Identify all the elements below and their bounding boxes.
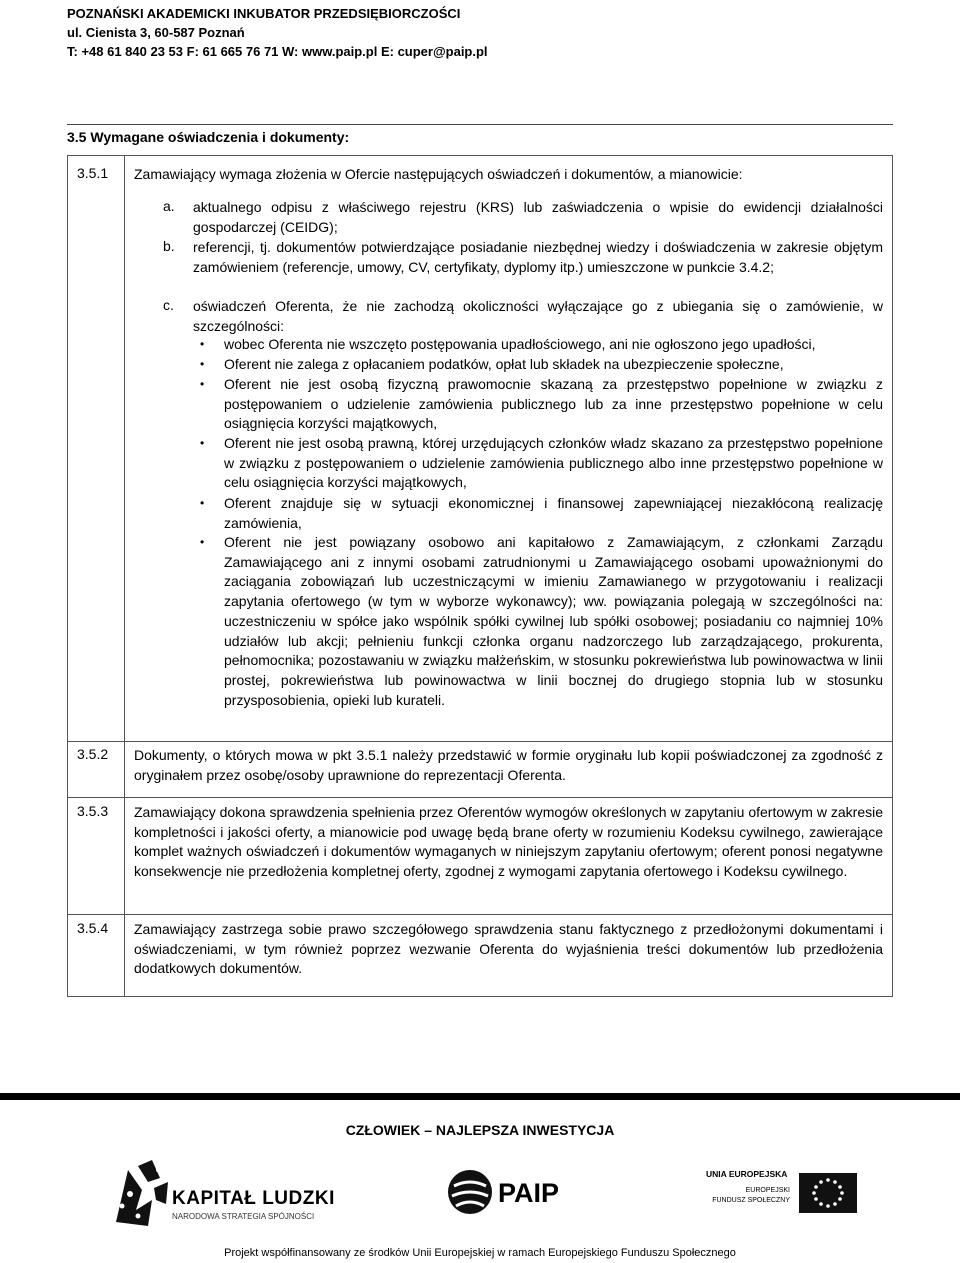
kl-title: KAPITAŁ LUDZKI xyxy=(172,1188,335,1209)
eu-line-3: FUNDUSZ SPOŁECZNY xyxy=(712,1197,790,1204)
bullet-marker: • xyxy=(200,535,205,549)
bullet-marker: • xyxy=(200,496,205,510)
kapital-ludzki-logo xyxy=(108,1160,335,1230)
clause-number: 3.5.4 xyxy=(77,920,109,936)
bullet-text: wobec Oferenta nie wszczęto postępowania upadłościowego, ani nie ogłoszono jego upadłości, xyxy=(224,336,816,352)
clause-number: 3.5.2 xyxy=(77,746,109,762)
bullet-text: Oferent znajduje się w sytuacji ekonomicznej i finansowej zapewniającej niezakłóconą realizację zamówienia, xyxy=(224,495,883,531)
bullet-marker: • xyxy=(200,436,205,450)
item-label-c: c. xyxy=(163,297,174,313)
item-text-a: aktualnego odpisu z właściwego rejestru (KRS) lub zaświadczenia o wpisie do ewidencji działalności gospodarczej (CEIDG); xyxy=(193,199,883,235)
org-address: ul. Cienista 3, 60-587 Poznań xyxy=(67,25,245,40)
bullet-marker: • xyxy=(200,357,205,371)
item-label-a: a. xyxy=(163,198,175,214)
clause-text: Dokumenty, o których mowa w pkt 3.5.1 należy przedstawić w formie oryginału lub kopii poświadczonej za zgodność z oryginałem przez osobę/osoby uprawnione do reprezentacji Oferenta. xyxy=(134,747,883,783)
item-label-b: b. xyxy=(163,238,175,254)
eu-line-2: EUROPEJSKI xyxy=(745,1187,790,1194)
footer-note: Projekt współfinansowany ze środków Unii Europejskiej w ramach Europejskiego Funduszu Społecznego xyxy=(224,1247,736,1259)
header-divider xyxy=(67,124,893,125)
eu-logo xyxy=(706,1165,858,1221)
org-contact: T: +48 61 840 23 53 F: 61 665 76 71 W: www.paip.pl E: cuper@paip.pl xyxy=(67,44,488,59)
bullet-text: Oferent nie jest osobą fizyczną prawomocnie skazaną za przestępstwo popełnione w związku z postępowaniem o udzielenie zamówienia publicznego lub za inne przestępstwo popełnione w celu osiągnięcia korzyści majątkowych, xyxy=(224,376,883,432)
table-row-divider xyxy=(67,741,893,742)
bullet-text: Oferent nie jest osobą prawną, której urzędujących członków władz skazano za przestępstwo popełnione w związku z postępowaniem o udzielenie zamówienia publicznego albo inne przestępstwo popełnione w celu osiągnięcia korzyści majątkowych, xyxy=(224,435,883,491)
bullet-text: Oferent nie jest powiązany osobowo ani kapitałowo z Zamawiającym, z członkami Zarządu Zamawiającego ani z innymi osobami zatrudnionymi u Zamawiającego osobami upoważnionymi do zaciągania zobowiązań lub uczestniczącymi w imieniu Zamawianego w przygotowaniu i realizacji zapytania ofertowego (w tym w wyborze wykonawcy); ww. powiązania polegają w szczególności na: uczestniczeniu w spółce jako wspólnik spółki cywilnej lub spółki osobowej; posiadaniu co najmniej 10% udziałów lub akcji; pełnieniu funkcji członka organu nadzorczego lub zarządzającego, prokurenta, pełnomocnika; pozostawaniu w związku małżeńskim, w stosunku pokrewieństwa lub powinowactwa w linii prostej, pokrewieństwa lub powinowactwa w linii bocznej do drugiego stopnia lub w stosunku przysposobienia, opieki lub kurateli. xyxy=(224,534,883,708)
bullet-marker: • xyxy=(200,377,205,391)
clause-text: Zamawiający zastrzega sobie prawo szczegółowego sprawdzenia stanu faktycznego z przedłożonymi dokumentami i oświadczeniami, w tym również poprzez wezwanie Oferenta do wyjaśnienia treści dokumentów lub przedłożenia dodatkowych dokumentów. xyxy=(134,921,883,977)
footer-slogan: CZŁOWIEK – NAJLEPSZA INWESTYCJA xyxy=(345,1122,615,1138)
table-row-divider xyxy=(67,914,893,915)
table-column-divider xyxy=(124,155,125,997)
clause-text: Zamawiający dokona sprawdzenia spełnienia przez Oferentów wymogów określonych w zapytaniu ofertowym w zakresie kompletności i jakości oferty, a mianowicie pod uwagę będą brane oferty w rozumieniu Kodeksu cywilnego, zawierające komplet ważnych oświadczeń i dokumentów wymaganych w niniejszym zapytaniu ofertowym; oferent ponosi negatywne konsekwencje nie przedłożenia kompletnej oferty, zgodnej z wymogami zapytania ofertowego i Kodeksu cywilnego. xyxy=(134,804,883,880)
bullet-marker: • xyxy=(200,337,205,351)
kapital-ludzki-emblem-icon xyxy=(108,1160,170,1228)
section-title: 3.5 Wymagane oświadczenia i dokumenty: xyxy=(67,129,350,145)
org-name: POZNAŃSKI AKADEMICKI INKUBATOR PRZEDSIĘBIORCZOŚCI xyxy=(67,6,461,21)
bullet-text: Oferent nie zalega z opłacaniem podatków, opłat lub składek na ubezpieczenie społeczne, xyxy=(224,356,784,372)
kl-subtitle: NARODOWA STRATEGIA SPÓJNOŚCI xyxy=(172,1212,315,1221)
clause-intro: Zamawiający wymaga złożenia w Ofercie następujących oświadczeń i dokumentów, a mianowicie: xyxy=(134,166,743,182)
eu-line-1: UNIA EUROPEJSKA xyxy=(706,1169,788,1179)
letterhead xyxy=(67,4,488,61)
clause-number: 3.5.1 xyxy=(77,165,109,181)
item-text-c: oświadczeń Oferenta, że nie zachodzą okoliczności wyłączające go z ubiegania się o zamówienie, w szczególności: xyxy=(193,298,883,334)
paip-globe-icon xyxy=(446,1168,494,1216)
table-row-divider xyxy=(67,797,893,798)
paip-wordmark: PAIP xyxy=(498,1178,560,1208)
footer-band xyxy=(0,1093,960,1100)
item-text-b: referencji, tj. dokumentów potwierdzające posiadanie niezbędnej wiedzy i doświadczenia w zakresie objętym zamówieniem (referencje, umowy, CV, certyfikaty, dyplomy itp.) umieszczone w punkcie 3.4.2; xyxy=(193,239,883,275)
paip-logo xyxy=(446,1168,560,1220)
eu-flag-icon xyxy=(799,1173,857,1213)
clause-number: 3.5.3 xyxy=(77,803,109,819)
